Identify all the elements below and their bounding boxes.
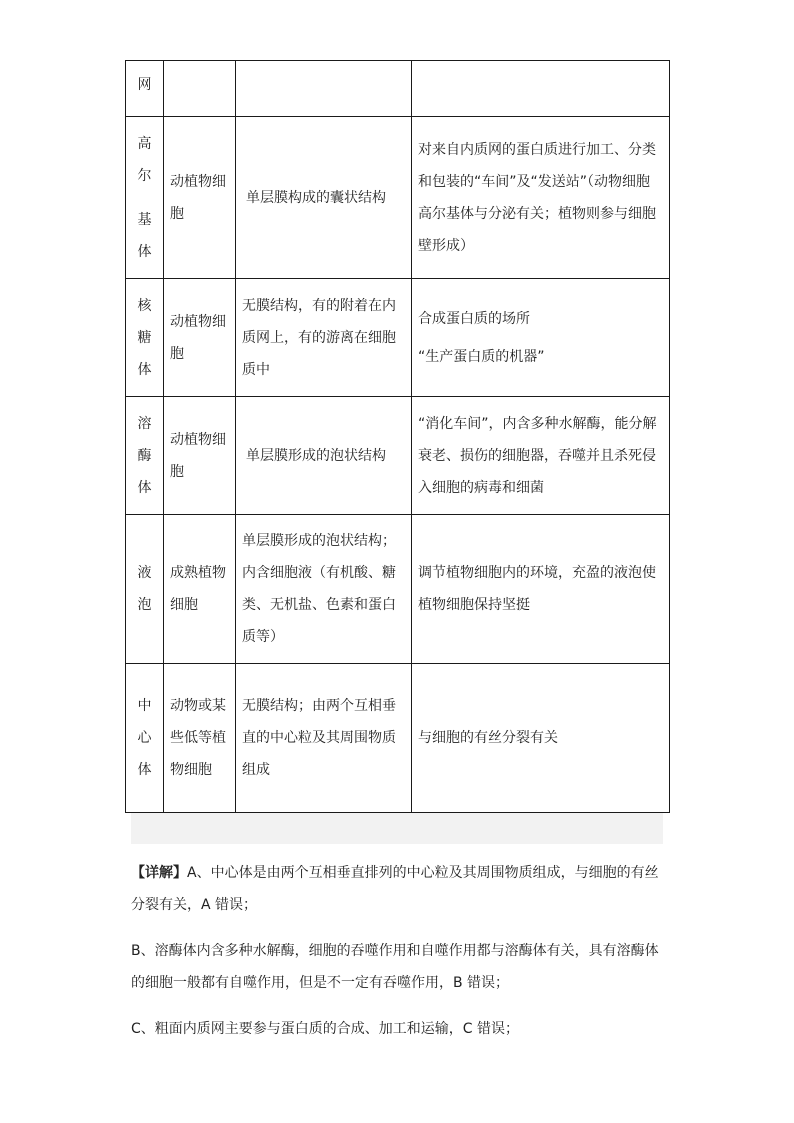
cell-type: 动植物细胞 [164,279,236,397]
organelle-name: 液 泡 [126,515,164,664]
table-row [126,397,670,515]
function: 调节植物细胞内的环境，充盈的液泡使植物细胞保持坚挺 [412,515,670,664]
explanation-a [131,857,667,921]
function-line: “生产蛋白质的机器” [418,348,545,365]
organelle-name: 网 [126,61,164,117]
organelle-name: 核 糖 体 [126,279,164,397]
function [412,279,670,397]
function: 对来自内质网的蛋白质进行加工、分类和包装的“车间”及“发送站”（动物细胞高尔基体与分泌有关；植物则参与细胞壁形成） [412,117,670,279]
organelle-table [125,60,670,813]
structure [236,61,412,117]
function: “消化车间”，内含多种水解酶，能分解衰老、损伤的细胞器，吞噬并且杀死侵入细胞的病毒和细菌 [412,397,670,515]
function [412,61,670,117]
cell-type: 动植物细胞 [164,397,236,515]
structure: 无膜结构，有的附着在内质网上，有的游离在细胞质中 [236,279,412,397]
cell-type: 动物或某些低等植物细胞 [164,664,236,813]
explanation-b [131,935,667,999]
table-row [126,117,670,279]
explanation-c [131,1013,667,1045]
structure: 无膜结构；由两个互相垂直的中心粒及其周围物质组成 [236,664,412,813]
explanation-text: B、溶酶体内含多种水解酶，细胞的吞噬作用和自噬作用都与溶酶体有关，具有溶酶体的细胞一般都有自噬作用，但是不一定有吞噬作用，B 错误； [131,943,659,991]
explanation-text: A、中心体是由两个互相垂直排列的中心粒及其周围物质组成，与细胞的有丝分裂有关，A 错误； [131,865,659,913]
table-row [126,279,670,397]
cell-type [164,61,236,117]
table-row [126,61,670,117]
table-row [126,515,670,664]
structure: 单层膜形成的泡状结构 [236,397,412,515]
organelle-name: 溶 酶 体 [126,397,164,515]
organelle-name: 高 尔 基 体 [126,117,164,279]
organelle-name: 中 心 体 [126,664,164,813]
table-row [126,664,670,813]
cell-type: 动植物细胞 [164,117,236,279]
explanation-label: 【详解】 [131,865,187,881]
structure: 单层膜形成的泡状结构；内含细胞液（有机酸、糖类、无机盐、色素和蛋白质等） [236,515,412,664]
shaded-divider [131,813,663,844]
function-line: 合成蛋白质的场所 [418,310,530,327]
explanation-text: C、粗面内质网主要参与蛋白质的合成、加工和运输，C 错误； [131,1021,519,1037]
cell-type: 成熟植物细胞 [164,515,236,664]
function: 与细胞的有丝分裂有关 [412,664,670,813]
structure: 单层膜构成的囊状结构 [236,117,412,279]
